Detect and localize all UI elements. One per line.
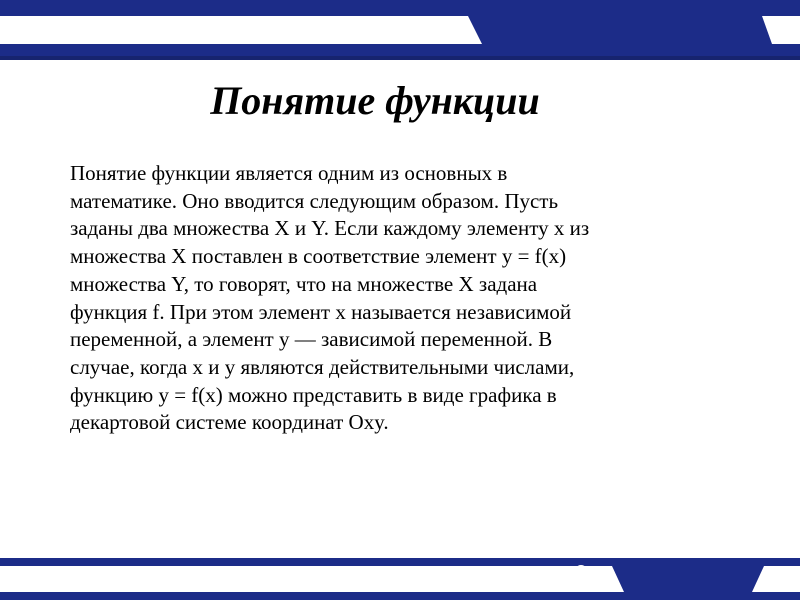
body-line: переменной, а элемент y — зависимой переменной. В bbox=[70, 327, 553, 352]
body-line: множества X поставлен в соответствие элемент y = f(x) bbox=[70, 244, 567, 269]
header-stripe-left bbox=[0, 16, 482, 44]
body-line: декартовой системе координат Oxy. bbox=[70, 410, 389, 435]
body-line: функция f. При этом элемент x называется независимой bbox=[70, 299, 572, 324]
footer-stripe-left bbox=[0, 566, 624, 592]
body-line: Понятие функции является одним из основных в bbox=[70, 161, 508, 185]
body-line: математике. Оно вводится следующим образом. Пусть bbox=[70, 188, 559, 213]
body-line: множества Y, то говорят, что на множестве X задана bbox=[70, 271, 538, 296]
body-line: случае, когда x и y являются действительными числами, bbox=[70, 354, 575, 379]
body-line: заданы два множества X и Y. Если каждому элементу x из bbox=[70, 216, 590, 241]
page-number: 3 bbox=[575, 562, 587, 584]
body-line: функцию y = f(x) можно представить в виде графика в bbox=[70, 382, 557, 407]
slide-title: Понятие функции bbox=[210, 78, 540, 123]
slide-body bbox=[70, 160, 710, 437]
header-line bbox=[0, 56, 800, 60]
